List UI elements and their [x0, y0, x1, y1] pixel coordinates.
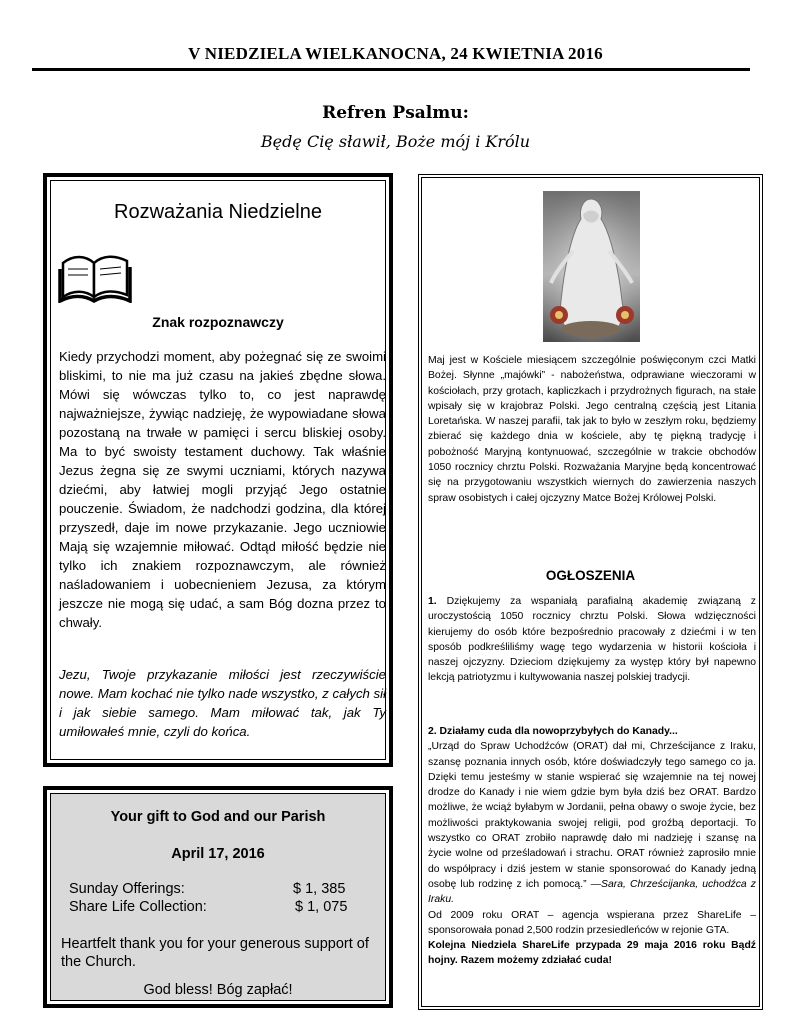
header-rule	[32, 68, 750, 71]
announcement-attribution: —Sara, Chrześcijanka, uchodźca z Iraku.	[428, 878, 756, 906]
reflection-body: Kiedy przychodzi moment, aby pożegnać się ze swoimi bliskimi, to nie ma już czasu na jakieś zbędne słowa. Mówi się wówczas tylko to, co jest naprawdę najważniejsze, żywiąc nadzieję, że wypowiadane słowa pozostaną na trwałe w pamięci i sercu bliskiej osoby. Ma to być swoisty testament duchowy. Tak właśnie Jezus żegna się ze swymi uczniami, których nazywa dziećmi, aby łatwiej mogli przyjąć Jego ostatnie pouczenie. Świadom, że nadchodzi godzina, dla której przyszedł, daje im nowe przykazanie. Jego uczniowie Mają się wzajemnie miłować. Odtąd miłość będzie nie tylko ich znakiem rozpoznawczym, ale również naśladowaniem i uobecnieniem Jezusa, za którym jeszcze nie mogą się udać, a sam Bóg dozna przez to chwały.	[59, 349, 386, 630]
reflection-prayer: Jezu, Twoje przykazanie miłości jest rzeczywiście nowe. Mam kochać nie tylko nade wszystko, z całych sił i jak siebie samego. Mam miłować tak, jak Ty umiłowałeś mnie, czyli do końca.	[59, 667, 386, 739]
offerings-blessing: God bless! Bóg zapłać!	[143, 982, 293, 998]
announcement-item	[428, 594, 756, 686]
offering-label: Share Life Collection:	[69, 899, 207, 915]
offerings-date: April 17, 2016	[171, 846, 265, 862]
announcement-footer: Kolejna Niedziela ShareLife przypada 29 maja 2016 roku Bądź hojny. Razem możemy zdziałać cuda!	[428, 940, 756, 967]
reflection-box	[43, 173, 393, 767]
offering-amount: $ 1, 075	[295, 899, 348, 915]
bulletin-date-title: V NIEDZIELA WIELKANOCNA, 24 KWIETNIA 2016	[188, 44, 603, 63]
open-book-icon	[57, 245, 133, 303]
announcement-number: 1.	[428, 596, 437, 607]
offering-amount: $ 1, 385	[293, 881, 346, 897]
announcement-sharelife-info: Od 2009 roku ORAT – agencja wspierana przez ShareLife – sponsorowała ponad 2,500 rodzin przesiedleńców w rejonie GTA.	[428, 909, 756, 936]
offerings-thanks: Heartfelt thank you for your generous support of the Church.	[61, 936, 369, 970]
reflection-subtitle: Znak rozpoznawczy	[152, 314, 284, 330]
offerings-box	[43, 786, 393, 1008]
offerings-title: Your gift to God and our Parish	[110, 809, 326, 825]
reflection-title: Rozważania Niedzielne	[114, 201, 322, 223]
announcements-inner-frame	[421, 177, 760, 1007]
announcements-title: OGŁOSZENIA	[545, 568, 636, 583]
announcement-heading: 2. Działamy cuda dla nowoprzybyłych do Kanady...	[428, 726, 678, 737]
announcement-item	[428, 724, 756, 969]
reflection-inner-frame	[50, 180, 386, 760]
psalm-refrain-text: Będę Cię sławił, Boże mój i Królu	[260, 132, 531, 151]
offering-label: Sunday Offerings:	[69, 881, 185, 897]
may-devotion-text: Maj jest w Kościele miesiącem szczególnie poświęconym czci Matki Bożej. Słynne „majówki” - nabożeństwa, odprawiane wieczorami w kościołach, przy grotach, kapliczkach i przydrożnych figurach, na stałe wpisały się w krajobraz Polski. Jego centralną częścią jest Litania Loretańska. W naszej parafii, tak jak to było w zeszłym roku, będziemy zbierać się każdego dnia w kościele, aby tę piękną tradycję i pobożność Maryjną kontynuować, szczególnie w trakcie obchodów 1050 rocznicy chrztu Polski. Rozważania Maryjne będą koncentrować się na przygotowaniu wszystkich wiernych do zawierzenia naszych spraw osobistych i całej ojczyzny Matce Bożej Królowej Polski.	[428, 355, 756, 504]
psalm-refrain-title: Refren Psalmu:	[322, 103, 469, 123]
offerings-inner-frame	[50, 793, 386, 1001]
virgin-mary-image	[543, 191, 640, 342]
announcement-text: Dziękujemy za wspaniałą parafialną akademię związaną z uroczystością 1050 rocznicy chrztu Polski. Słowa wdzięczności kierujemy do osób które bezpośrednio pracowały z dziećmi i w ten sposób podkreśliliśmy wagę tego wydarzenia w historii kościoła i naszej ojczyzny. Dzieciom dziękujemy za występ który był napewno lekcją patriotyzmu i kultywowania naszej polskiej tradycji.	[428, 596, 756, 684]
announcements-box	[418, 174, 763, 1010]
announcement-quote: „Urząd do Spraw Uchodźców (ORAT) dał mi, Chrześcijance z Iraku, szansę poznania innych osób, które doświadczyły tego samego co ja. Dzięki temu jesteśmy w stanie wspierać się wzajemnie na tej nowej drodze do Kanady i nie wiem gdzie bym była dziś bez ORAT. Bardzo możliwe, że wciąż byłabym w Jordanii, pełna obawy o swoje życie, bez możliwości praktykowania swojej religii, pod groźbą deportacji. To wszystko co ORAT zrobiło naprawdę dało mi nadzieję i szansę na życie wolne od prześladowań i strachu. ORAT również zaprosiło mnie do współpracy i dziś jestem w stanie sponsorować do Kanady jedną osobę lub rodzinę z ich pomocą.”	[428, 741, 756, 890]
